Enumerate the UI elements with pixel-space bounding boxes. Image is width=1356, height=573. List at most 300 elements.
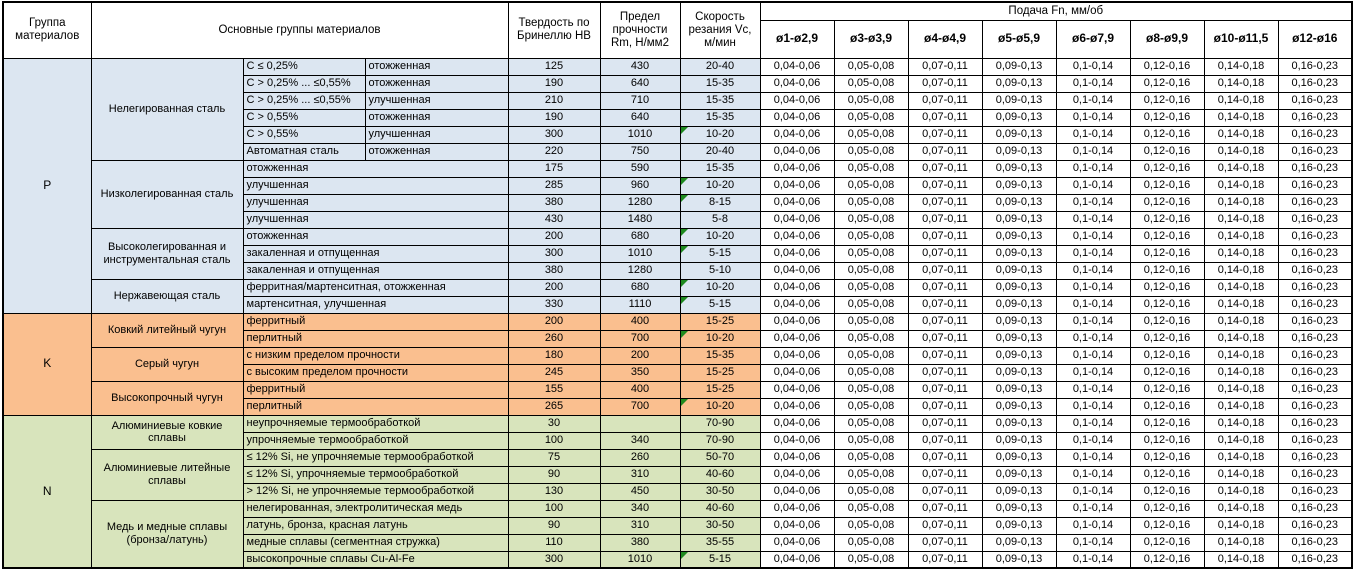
hardness-hb-cell[interactable]: 30 <box>508 415 600 432</box>
material-spec-cell[interactable]: отожженная <box>243 160 508 177</box>
feed-value-cell[interactable]: 0,1-0,14 <box>1056 228 1130 245</box>
material-spec-cell[interactable]: ≤ 12% Si, не упрочняемые термообработкой <box>243 449 508 466</box>
feed-value-cell[interactable]: 0,05-0,08 <box>834 109 908 126</box>
cutting-speed-vc-cell[interactable] <box>680 109 760 126</box>
header-diameter-range-8[interactable]: ø12-ø16 <box>1278 20 1352 58</box>
hardness-hb-cell[interactable]: 300 <box>508 245 600 262</box>
feed-value-cell[interactable]: 0,14-0,18 <box>1204 313 1278 330</box>
feed-value-cell[interactable]: 0,09-0,13 <box>982 211 1056 228</box>
hardness-hb-cell[interactable]: 200 <box>508 313 600 330</box>
material-spec-cell[interactable]: ферритная/мартенситная, отожженная <box>243 279 508 296</box>
feed-value-cell[interactable]: 0,14-0,18 <box>1204 347 1278 364</box>
feed-value-cell[interactable]: 0,16-0,23 <box>1278 143 1352 160</box>
feed-value-cell[interactable]: 0,09-0,13 <box>982 415 1056 432</box>
feed-value-cell[interactable]: 0,16-0,23 <box>1278 313 1352 330</box>
feed-value-cell[interactable]: 0,04-0,06 <box>760 466 834 483</box>
group-code-cell[interactable]: K <box>3 313 91 415</box>
feed-value-cell[interactable]: 0,07-0,11 <box>908 534 982 551</box>
tensile-rm-cell[interactable] <box>600 415 680 432</box>
feed-value-cell[interactable]: 0,14-0,18 <box>1204 177 1278 194</box>
feed-value-cell[interactable]: 0,09-0,13 <box>982 279 1056 296</box>
feed-value-cell[interactable]: 0,16-0,23 <box>1278 92 1352 109</box>
feed-value-cell[interactable]: 0,16-0,23 <box>1278 500 1352 517</box>
tensile-rm-cell[interactable]: 1480 <box>600 211 680 228</box>
material-spec-cell[interactable]: с низким пределом прочности <box>243 347 508 364</box>
feed-value-cell[interactable]: 0,12-0,16 <box>1130 483 1204 500</box>
cutting-speed-vc-cell[interactable] <box>680 262 760 279</box>
feed-value-cell[interactable]: 0,04-0,06 <box>760 143 834 160</box>
feed-value-cell[interactable]: 0,1-0,14 <box>1056 551 1130 568</box>
tensile-rm-cell[interactable]: 340 <box>600 500 680 517</box>
feed-value-cell[interactable]: 0,05-0,08 <box>834 92 908 109</box>
material-spec-cell[interactable]: улучшенная <box>243 177 508 194</box>
feed-value-cell[interactable]: 0,1-0,14 <box>1056 194 1130 211</box>
feed-value-cell[interactable]: 0,04-0,06 <box>760 177 834 194</box>
feed-value-cell[interactable]: 0,04-0,06 <box>760 483 834 500</box>
feed-value-cell[interactable]: 0,12-0,16 <box>1130 449 1204 466</box>
feed-value-cell[interactable]: 0,07-0,11 <box>908 143 982 160</box>
feed-value-cell[interactable]: 0,12-0,16 <box>1130 398 1204 415</box>
feed-value-cell[interactable]: 0,07-0,11 <box>908 92 982 109</box>
hardness-hb-cell[interactable]: 190 <box>508 109 600 126</box>
feed-value-cell[interactable]: 0,04-0,06 <box>760 364 834 381</box>
feed-value-cell[interactable]: 0,07-0,11 <box>908 279 982 296</box>
hardness-hb-cell[interactable]: 380 <box>508 194 600 211</box>
feed-value-cell[interactable]: 0,14-0,18 <box>1204 483 1278 500</box>
feed-value-cell[interactable]: 0,14-0,18 <box>1204 466 1278 483</box>
material-spec-cell[interactable]: C > 0,55% <box>243 109 365 126</box>
material-spec-cell[interactable]: ≤ 12% Si, упрочняемые термообработкой <box>243 466 508 483</box>
feed-value-cell[interactable]: 0,12-0,16 <box>1130 75 1204 92</box>
feed-value-cell[interactable]: 0,05-0,08 <box>834 177 908 194</box>
header-diameter-range-2[interactable]: ø3-ø3,9 <box>834 20 908 58</box>
material-spec-cell[interactable]: мартенситная, улучшенная <box>243 296 508 313</box>
feed-value-cell[interactable]: 0,1-0,14 <box>1056 279 1130 296</box>
feed-value-cell[interactable]: 0,14-0,18 <box>1204 194 1278 211</box>
feed-value-cell[interactable]: 0,16-0,23 <box>1278 534 1352 551</box>
feed-value-cell[interactable]: 0,09-0,13 <box>982 466 1056 483</box>
feed-value-cell[interactable]: 0,05-0,08 <box>834 143 908 160</box>
header-diameter-range-4[interactable]: ø5-ø5,9 <box>982 20 1056 58</box>
feed-value-cell[interactable]: 0,16-0,23 <box>1278 551 1352 568</box>
feed-value-cell[interactable]: 0,1-0,14 <box>1056 466 1130 483</box>
tensile-rm-cell[interactable]: 200 <box>600 347 680 364</box>
feed-value-cell[interactable]: 0,14-0,18 <box>1204 534 1278 551</box>
feed-value-cell[interactable]: 0,07-0,11 <box>908 517 982 534</box>
feed-value-cell[interactable]: 0,07-0,11 <box>908 449 982 466</box>
feed-value-cell[interactable]: 0,04-0,06 <box>760 415 834 432</box>
feed-value-cell[interactable]: 0,07-0,11 <box>908 160 982 177</box>
feed-value-cell[interactable]: 0,1-0,14 <box>1056 534 1130 551</box>
cutting-speed-vc-cell[interactable] <box>680 228 760 245</box>
feed-value-cell[interactable]: 0,04-0,06 <box>760 279 834 296</box>
feed-value-cell[interactable]: 0,1-0,14 <box>1056 245 1130 262</box>
cutting-speed-vc-cell[interactable] <box>680 500 760 517</box>
feed-value-cell[interactable]: 0,16-0,23 <box>1278 449 1352 466</box>
tensile-rm-cell[interactable]: 1110 <box>600 296 680 313</box>
tensile-rm-cell[interactable]: 700 <box>600 398 680 415</box>
cutting-speed-vc-cell[interactable] <box>680 245 760 262</box>
tensile-rm-cell[interactable]: 1280 <box>600 194 680 211</box>
material-spec-cell[interactable]: отожженная <box>243 228 508 245</box>
feed-value-cell[interactable]: 0,12-0,16 <box>1130 126 1204 143</box>
feed-value-cell[interactable]: 0,16-0,23 <box>1278 160 1352 177</box>
feed-value-cell[interactable]: 0,09-0,13 <box>982 449 1056 466</box>
feed-value-cell[interactable]: 0,05-0,08 <box>834 381 908 398</box>
feed-value-cell[interactable]: 0,1-0,14 <box>1056 211 1130 228</box>
feed-value-cell[interactable]: 0,09-0,13 <box>982 58 1056 75</box>
feed-value-cell[interactable]: 0,1-0,14 <box>1056 313 1130 330</box>
feed-value-cell[interactable]: 0,05-0,08 <box>834 466 908 483</box>
hardness-hb-cell[interactable]: 380 <box>508 262 600 279</box>
subgroup-name-cell[interactable]: Алюминиевые ковкие сплавы <box>91 415 243 449</box>
feed-value-cell[interactable]: 0,16-0,23 <box>1278 517 1352 534</box>
hardness-hb-cell[interactable]: 265 <box>508 398 600 415</box>
feed-value-cell[interactable]: 0,09-0,13 <box>982 194 1056 211</box>
cutting-speed-vc-cell[interactable] <box>680 381 760 398</box>
feed-value-cell[interactable]: 0,09-0,13 <box>982 177 1056 194</box>
feed-value-cell[interactable]: 0,12-0,16 <box>1130 279 1204 296</box>
feed-value-cell[interactable]: 0,05-0,08 <box>834 228 908 245</box>
material-spec-cell[interactable]: неупрочняемые термообработкой <box>243 415 508 432</box>
subgroup-name-cell[interactable]: Алюминиевые литейные сплавы <box>91 449 243 500</box>
hardness-hb-cell[interactable]: 130 <box>508 483 600 500</box>
feed-value-cell[interactable]: 0,07-0,11 <box>908 296 982 313</box>
feed-value-cell[interactable]: 0,09-0,13 <box>982 92 1056 109</box>
cutting-speed-vc-cell[interactable] <box>680 143 760 160</box>
material-spec-cell[interactable]: высокопрочные сплавы Cu-Al-Fe <box>243 551 508 568</box>
group-code-cell[interactable]: N <box>3 415 91 568</box>
hardness-hb-cell[interactable]: 90 <box>508 466 600 483</box>
feed-value-cell[interactable]: 0,07-0,11 <box>908 432 982 449</box>
feed-value-cell[interactable]: 0,07-0,11 <box>908 177 982 194</box>
feed-value-cell[interactable]: 0,16-0,23 <box>1278 262 1352 279</box>
feed-value-cell[interactable]: 0,12-0,16 <box>1130 500 1204 517</box>
feed-value-cell[interactable]: 0,05-0,08 <box>834 330 908 347</box>
feed-value-cell[interactable]: 0,12-0,16 <box>1130 143 1204 160</box>
feed-value-cell[interactable]: 0,04-0,06 <box>760 313 834 330</box>
feed-value-cell[interactable]: 0,1-0,14 <box>1056 92 1130 109</box>
feed-value-cell[interactable]: 0,07-0,11 <box>908 330 982 347</box>
material-state-cell[interactable]: отожженная <box>365 58 508 75</box>
cutting-speed-vc-cell[interactable] <box>680 177 760 194</box>
feed-value-cell[interactable]: 0,1-0,14 <box>1056 381 1130 398</box>
feed-value-cell[interactable]: 0,14-0,18 <box>1204 262 1278 279</box>
feed-value-cell[interactable]: 0,07-0,11 <box>908 126 982 143</box>
feed-value-cell[interactable]: 0,16-0,23 <box>1278 75 1352 92</box>
feed-value-cell[interactable]: 0,16-0,23 <box>1278 126 1352 143</box>
feed-value-cell[interactable]: 0,1-0,14 <box>1056 364 1130 381</box>
tensile-rm-cell[interactable]: 310 <box>600 517 680 534</box>
feed-value-cell[interactable]: 0,07-0,11 <box>908 75 982 92</box>
feed-value-cell[interactable]: 0,05-0,08 <box>834 194 908 211</box>
feed-value-cell[interactable]: 0,07-0,11 <box>908 194 982 211</box>
feed-value-cell[interactable]: 0,05-0,08 <box>834 517 908 534</box>
feed-value-cell[interactable]: 0,1-0,14 <box>1056 143 1130 160</box>
hardness-hb-cell[interactable]: 430 <box>508 211 600 228</box>
feed-value-cell[interactable]: 0,04-0,06 <box>760 330 834 347</box>
feed-value-cell[interactable]: 0,12-0,16 <box>1130 415 1204 432</box>
feed-value-cell[interactable]: 0,07-0,11 <box>908 262 982 279</box>
hardness-hb-cell[interactable]: 200 <box>508 228 600 245</box>
feed-value-cell[interactable]: 0,04-0,06 <box>760 381 834 398</box>
feed-value-cell[interactable]: 0,12-0,16 <box>1130 551 1204 568</box>
feed-value-cell[interactable]: 0,14-0,18 <box>1204 75 1278 92</box>
material-spec-cell[interactable]: ферритный <box>243 381 508 398</box>
hardness-hb-cell[interactable]: 100 <box>508 500 600 517</box>
feed-value-cell[interactable]: 0,14-0,18 <box>1204 245 1278 262</box>
cutting-speed-vc-cell[interactable] <box>680 517 760 534</box>
feed-value-cell[interactable]: 0,04-0,06 <box>760 551 834 568</box>
feed-value-cell[interactable]: 0,14-0,18 <box>1204 126 1278 143</box>
feed-value-cell[interactable]: 0,05-0,08 <box>834 279 908 296</box>
feed-value-cell[interactable]: 0,09-0,13 <box>982 381 1056 398</box>
feed-value-cell[interactable]: 0,05-0,08 <box>834 415 908 432</box>
feed-value-cell[interactable]: 0,09-0,13 <box>982 228 1056 245</box>
tensile-rm-cell[interactable]: 1010 <box>600 551 680 568</box>
feed-value-cell[interactable]: 0,12-0,16 <box>1130 262 1204 279</box>
feed-value-cell[interactable]: 0,04-0,06 <box>760 109 834 126</box>
header-feed-title[interactable]: Подача Fn, мм/об <box>760 2 1352 20</box>
subgroup-name-cell[interactable]: Низколегированная сталь <box>91 160 243 228</box>
feed-value-cell[interactable]: 0,14-0,18 <box>1204 330 1278 347</box>
feed-value-cell[interactable]: 0,07-0,11 <box>908 211 982 228</box>
subgroup-name-cell[interactable]: Ковкий литейный чугун <box>91 313 243 347</box>
tensile-rm-cell[interactable]: 380 <box>600 534 680 551</box>
feed-value-cell[interactable]: 0,05-0,08 <box>834 449 908 466</box>
feed-value-cell[interactable]: 0,1-0,14 <box>1056 517 1130 534</box>
feed-value-cell[interactable]: 0,14-0,18 <box>1204 517 1278 534</box>
feed-value-cell[interactable]: 0,05-0,08 <box>834 364 908 381</box>
feed-value-cell[interactable]: 0,09-0,13 <box>982 262 1056 279</box>
feed-value-cell[interactable]: 0,05-0,08 <box>834 500 908 517</box>
feed-value-cell[interactable]: 0,05-0,08 <box>834 245 908 262</box>
cutting-speed-vc-cell[interactable] <box>680 432 760 449</box>
feed-value-cell[interactable]: 0,14-0,18 <box>1204 364 1278 381</box>
feed-value-cell[interactable]: 0,09-0,13 <box>982 75 1056 92</box>
feed-value-cell[interactable]: 0,12-0,16 <box>1130 109 1204 126</box>
header-diameter-range-6[interactable]: ø8-ø9,9 <box>1130 20 1204 58</box>
feed-value-cell[interactable]: 0,09-0,13 <box>982 483 1056 500</box>
feed-value-cell[interactable]: 0,05-0,08 <box>834 262 908 279</box>
feed-value-cell[interactable]: 0,05-0,08 <box>834 58 908 75</box>
hardness-hb-cell[interactable]: 180 <box>508 347 600 364</box>
feed-value-cell[interactable]: 0,12-0,16 <box>1130 228 1204 245</box>
feed-value-cell[interactable]: 0,16-0,23 <box>1278 432 1352 449</box>
feed-value-cell[interactable]: 0,12-0,16 <box>1130 466 1204 483</box>
feed-value-cell[interactable]: 0,04-0,06 <box>760 398 834 415</box>
feed-value-cell[interactable]: 0,04-0,06 <box>760 432 834 449</box>
header-diameter-range-7[interactable]: ø10-ø11,5 <box>1204 20 1278 58</box>
cutting-speed-vc-cell[interactable] <box>680 330 760 347</box>
feed-value-cell[interactable]: 0,04-0,06 <box>760 534 834 551</box>
feed-value-cell[interactable]: 0,07-0,11 <box>908 347 982 364</box>
feed-value-cell[interactable]: 0,09-0,13 <box>982 313 1056 330</box>
material-spec-cell[interactable]: нелегированная, электролитическая медь <box>243 500 508 517</box>
feed-value-cell[interactable]: 0,04-0,06 <box>760 211 834 228</box>
feed-value-cell[interactable]: 0,1-0,14 <box>1056 126 1130 143</box>
tensile-rm-cell[interactable]: 680 <box>600 279 680 296</box>
feed-value-cell[interactable]: 0,07-0,11 <box>908 364 982 381</box>
feed-value-cell[interactable]: 0,14-0,18 <box>1204 415 1278 432</box>
feed-value-cell[interactable]: 0,04-0,06 <box>760 500 834 517</box>
feed-value-cell[interactable]: 0,09-0,13 <box>982 364 1056 381</box>
feed-value-cell[interactable]: 0,09-0,13 <box>982 160 1056 177</box>
tensile-rm-cell[interactable]: 1280 <box>600 262 680 279</box>
feed-value-cell[interactable]: 0,1-0,14 <box>1056 347 1130 364</box>
cutting-speed-vc-cell[interactable] <box>680 211 760 228</box>
feed-value-cell[interactable]: 0,05-0,08 <box>834 483 908 500</box>
feed-value-cell[interactable]: 0,14-0,18 <box>1204 143 1278 160</box>
feed-value-cell[interactable]: 0,07-0,11 <box>908 109 982 126</box>
material-spec-cell[interactable]: упрочняемые термообработкой <box>243 432 508 449</box>
feed-value-cell[interactable]: 0,05-0,08 <box>834 296 908 313</box>
feed-value-cell[interactable]: 0,07-0,11 <box>908 466 982 483</box>
material-spec-cell[interactable]: Автоматная сталь <box>243 143 365 160</box>
feed-value-cell[interactable]: 0,09-0,13 <box>982 330 1056 347</box>
header-hardness-hb[interactable]: Твердость по Бринеллю HB <box>508 2 600 58</box>
feed-value-cell[interactable]: 0,07-0,11 <box>908 313 982 330</box>
feed-value-cell[interactable]: 0,12-0,16 <box>1130 92 1204 109</box>
material-spec-cell[interactable]: улучшенная <box>243 211 508 228</box>
feed-value-cell[interactable]: 0,05-0,08 <box>834 398 908 415</box>
cutting-speed-vc-cell[interactable] <box>680 279 760 296</box>
feed-value-cell[interactable]: 0,14-0,18 <box>1204 92 1278 109</box>
header-diameter-range-3[interactable]: ø4-ø4,9 <box>908 20 982 58</box>
feed-value-cell[interactable]: 0,05-0,08 <box>834 432 908 449</box>
feed-value-cell[interactable]: 0,09-0,13 <box>982 109 1056 126</box>
feed-value-cell[interactable]: 0,16-0,23 <box>1278 347 1352 364</box>
subgroup-name-cell[interactable]: Высокопрочный чугун <box>91 381 243 415</box>
feed-value-cell[interactable]: 0,12-0,16 <box>1130 347 1204 364</box>
feed-value-cell[interactable]: 0,04-0,06 <box>760 262 834 279</box>
feed-value-cell[interactable]: 0,12-0,16 <box>1130 313 1204 330</box>
cutting-speed-vc-cell[interactable] <box>680 398 760 415</box>
material-state-cell[interactable]: улучшенная <box>365 92 508 109</box>
feed-value-cell[interactable]: 0,16-0,23 <box>1278 177 1352 194</box>
cutting-speed-vc-cell[interactable] <box>680 296 760 313</box>
material-spec-cell[interactable]: закаленная и отпущенная <box>243 262 508 279</box>
feed-value-cell[interactable]: 0,07-0,11 <box>908 58 982 75</box>
feed-value-cell[interactable]: 0,12-0,16 <box>1130 381 1204 398</box>
cutting-speed-vc-cell[interactable] <box>680 415 760 432</box>
feed-value-cell[interactable]: 0,04-0,06 <box>760 245 834 262</box>
cutting-speed-vc-cell[interactable] <box>680 347 760 364</box>
subgroup-name-cell[interactable]: Серый чугун <box>91 347 243 381</box>
cutting-speed-vc-cell[interactable] <box>680 92 760 109</box>
feed-value-cell[interactable]: 0,14-0,18 <box>1204 381 1278 398</box>
feed-value-cell[interactable]: 0,16-0,23 <box>1278 415 1352 432</box>
material-spec-cell[interactable]: с высоким пределом прочности <box>243 364 508 381</box>
tensile-rm-cell[interactable]: 400 <box>600 313 680 330</box>
tensile-rm-cell[interactable]: 350 <box>600 364 680 381</box>
tensile-rm-cell[interactable]: 310 <box>600 466 680 483</box>
header-tensile-rm[interactable]: Предел прочности Rm, Н/мм2 <box>600 2 680 58</box>
hardness-hb-cell[interactable]: 110 <box>508 534 600 551</box>
feed-value-cell[interactable]: 0,1-0,14 <box>1056 262 1130 279</box>
tensile-rm-cell[interactable]: 340 <box>600 432 680 449</box>
feed-value-cell[interactable]: 0,16-0,23 <box>1278 228 1352 245</box>
cutting-speed-vc-cell[interactable] <box>680 551 760 568</box>
cutting-speed-vc-cell[interactable] <box>680 534 760 551</box>
material-spec-cell[interactable]: > 12% Si, не упрочняемые термообработкой <box>243 483 508 500</box>
feed-value-cell[interactable]: 0,12-0,16 <box>1130 432 1204 449</box>
cutting-speed-vc-cell[interactable] <box>680 160 760 177</box>
feed-value-cell[interactable]: 0,05-0,08 <box>834 534 908 551</box>
cutting-speed-vc-cell[interactable] <box>680 194 760 211</box>
feed-value-cell[interactable]: 0,14-0,18 <box>1204 296 1278 313</box>
material-spec-cell[interactable]: перлитный <box>243 398 508 415</box>
feed-value-cell[interactable]: 0,14-0,18 <box>1204 211 1278 228</box>
hardness-hb-cell[interactable]: 100 <box>508 432 600 449</box>
material-spec-cell[interactable]: C > 0,25% ... ≤0,55% <box>243 92 365 109</box>
feed-value-cell[interactable]: 0,1-0,14 <box>1056 109 1130 126</box>
feed-value-cell[interactable]: 0,1-0,14 <box>1056 449 1130 466</box>
hardness-hb-cell[interactable]: 210 <box>508 92 600 109</box>
feed-value-cell[interactable]: 0,05-0,08 <box>834 211 908 228</box>
hardness-hb-cell[interactable]: 245 <box>508 364 600 381</box>
cutting-speed-vc-cell[interactable] <box>680 313 760 330</box>
feed-value-cell[interactable]: 0,07-0,11 <box>908 551 982 568</box>
cutting-speed-vc-cell[interactable] <box>680 364 760 381</box>
header-diameter-range-5[interactable]: ø6-ø7,9 <box>1056 20 1130 58</box>
hardness-hb-cell[interactable]: 190 <box>508 75 600 92</box>
tensile-rm-cell[interactable]: 590 <box>600 160 680 177</box>
feed-value-cell[interactable]: 0,12-0,16 <box>1130 58 1204 75</box>
feed-value-cell[interactable]: 0,04-0,06 <box>760 296 834 313</box>
hardness-hb-cell[interactable]: 175 <box>508 160 600 177</box>
feed-value-cell[interactable]: 0,14-0,18 <box>1204 449 1278 466</box>
feed-value-cell[interactable]: 0,12-0,16 <box>1130 245 1204 262</box>
hardness-hb-cell[interactable]: 125 <box>508 58 600 75</box>
feed-value-cell[interactable]: 0,14-0,18 <box>1204 109 1278 126</box>
cutting-speed-vc-cell[interactable] <box>680 58 760 75</box>
feed-value-cell[interactable]: 0,07-0,11 <box>908 415 982 432</box>
feed-value-cell[interactable]: 0,07-0,11 <box>908 245 982 262</box>
feed-value-cell[interactable]: 0,12-0,16 <box>1130 330 1204 347</box>
feed-value-cell[interactable]: 0,1-0,14 <box>1056 432 1130 449</box>
tensile-rm-cell[interactable]: 960 <box>600 177 680 194</box>
feed-value-cell[interactable]: 0,1-0,14 <box>1056 177 1130 194</box>
hardness-hb-cell[interactable]: 300 <box>508 551 600 568</box>
material-spec-cell[interactable]: C ≤ 0,25% <box>243 58 365 75</box>
material-spec-cell[interactable]: латунь, бронза, красная латунь <box>243 517 508 534</box>
feed-value-cell[interactable]: 0,04-0,06 <box>760 160 834 177</box>
feed-value-cell[interactable]: 0,04-0,06 <box>760 517 834 534</box>
tensile-rm-cell[interactable]: 680 <box>600 228 680 245</box>
hardness-hb-cell[interactable]: 90 <box>508 517 600 534</box>
cutting-speed-vc-cell[interactable] <box>680 75 760 92</box>
feed-value-cell[interactable]: 0,12-0,16 <box>1130 177 1204 194</box>
tensile-rm-cell[interactable]: 400 <box>600 381 680 398</box>
subgroup-name-cell[interactable]: Нелегированная сталь <box>91 58 243 160</box>
header-cutting-speed-vc[interactable]: Скорость резания Vc, м/мин <box>680 2 760 58</box>
feed-value-cell[interactable]: 0,1-0,14 <box>1056 500 1130 517</box>
tensile-rm-cell[interactable]: 700 <box>600 330 680 347</box>
feed-value-cell[interactable]: 0,14-0,18 <box>1204 500 1278 517</box>
feed-value-cell[interactable]: 0,07-0,11 <box>908 500 982 517</box>
feed-value-cell[interactable]: 0,09-0,13 <box>982 500 1056 517</box>
feed-value-cell[interactable]: 0,16-0,23 <box>1278 364 1352 381</box>
feed-value-cell[interactable]: 0,12-0,16 <box>1130 194 1204 211</box>
feed-value-cell[interactable]: 0,14-0,18 <box>1204 228 1278 245</box>
feed-value-cell[interactable]: 0,16-0,23 <box>1278 245 1352 262</box>
feed-value-cell[interactable]: 0,16-0,23 <box>1278 483 1352 500</box>
feed-value-cell[interactable]: 0,16-0,23 <box>1278 58 1352 75</box>
material-state-cell[interactable]: отожженная <box>365 75 508 92</box>
material-state-cell[interactable]: отожженная <box>365 143 508 160</box>
feed-value-cell[interactable]: 0,05-0,08 <box>834 313 908 330</box>
